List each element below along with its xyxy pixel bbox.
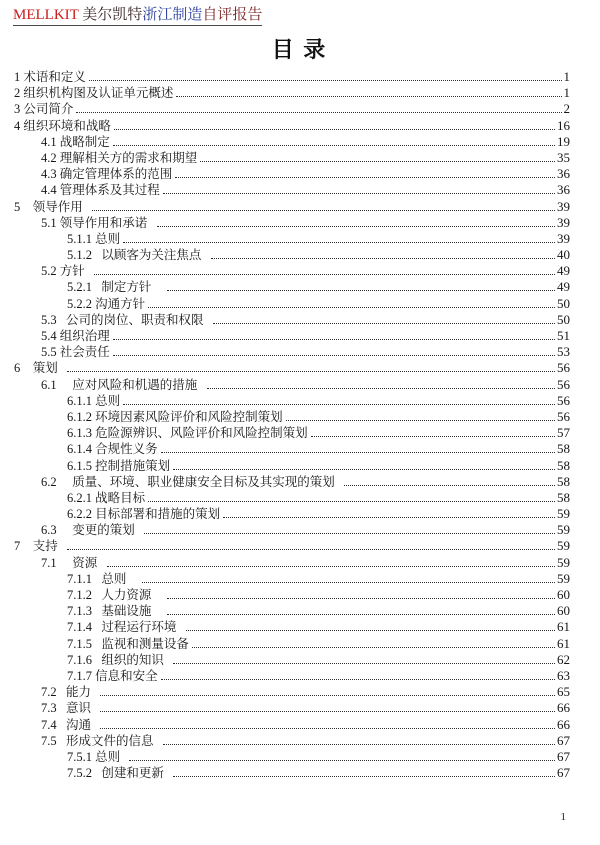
toc-entry-label: 7.5.1 总则 (67, 749, 127, 764)
toc-entry-label: 7.1 资源 (41, 555, 104, 570)
toc-entry-page: 67 (557, 765, 570, 781)
toc-entry-page: 56 (557, 408, 570, 424)
toc-entry-label: 7.1.6 组织的知识 (67, 652, 171, 667)
toc-entry-label: 6 策划 (14, 361, 65, 376)
toc-entry-page: 65 (557, 684, 570, 700)
dot-leader (89, 79, 562, 81)
toc-entry[interactable] (13, 296, 570, 312)
toc-entry[interactable] (13, 587, 570, 603)
dot-leader (344, 484, 555, 486)
toc-entry-page: 58 (557, 441, 570, 457)
toc-entry-page: 58 (557, 473, 570, 489)
toc-entry[interactable] (13, 490, 570, 506)
toc-entry-page: 51 (557, 328, 570, 343)
toc-entry[interactable] (13, 765, 570, 781)
toc-list (13, 69, 570, 781)
toc-entry-label: 5.3 公司的岗位、职责和权限 (41, 312, 210, 327)
toc-entry-label: 6.1 应对风险和机遇的措施 (41, 377, 204, 392)
toc-entry-page: 39 (557, 214, 570, 230)
dot-leader (123, 403, 555, 405)
toc-entry-label: 7.4 沟通 (41, 717, 98, 732)
toc-entry-page: 60 (557, 587, 570, 602)
toc-entry[interactable] (13, 166, 570, 182)
dot-leader (129, 759, 555, 761)
dot-leader (173, 468, 555, 470)
toc-entry-page: 59 (557, 522, 570, 538)
dot-leader (100, 710, 555, 712)
toc-entry-page: 36 (557, 182, 570, 198)
toc-entry-label: 2 组织机构图及认证单元概述 (14, 86, 174, 101)
dot-leader (67, 548, 555, 550)
toc-entry-label: 6.1.2 环境因素风险评价和风险控制策划 (67, 409, 283, 424)
toc-entry[interactable] (13, 700, 570, 716)
dot-leader (142, 581, 555, 583)
dot-leader (176, 95, 561, 97)
dot-leader (113, 144, 555, 146)
toc-entry[interactable] (13, 328, 570, 344)
toc-entry[interactable] (13, 538, 570, 554)
toc-entry[interactable] (13, 603, 570, 619)
toc-entry[interactable] (13, 506, 570, 522)
toc-entry-label: 1 术语和定义 (14, 70, 86, 84)
toc-entry[interactable] (13, 733, 570, 749)
dot-leader (144, 532, 555, 534)
toc-entry-page: 49 (557, 279, 570, 295)
toc-entry-page: 50 (557, 311, 570, 327)
toc-entry-page: 67 (557, 732, 570, 748)
toc-entry-label: 6.2.2 目标部署和措施的策划 (67, 507, 221, 522)
toc-entry-label: 5.1 领导作用和承诺 (41, 215, 154, 230)
toc-entry-page: 58 (557, 457, 570, 473)
toc-entry-label: 5.5 社会责任 (41, 345, 110, 360)
dot-leader (92, 209, 555, 211)
dot-leader (107, 565, 555, 567)
toc-entry-page: 67 (557, 748, 570, 764)
toc-entry-label: 5.1.1 总则 (67, 231, 121, 246)
toc-entry-label: 5.2.1 制定方针 (67, 280, 164, 295)
toc-entry-page: 66 (557, 716, 570, 732)
toc-entry-label: 6.1.1 总则 (67, 393, 121, 408)
toc-entry-page: 58 (557, 489, 570, 505)
toc-entry[interactable] (13, 425, 570, 441)
toc-entry-page: 59 (557, 554, 570, 570)
toc-entry[interactable] (13, 441, 570, 457)
toc-entry-page: 60 (557, 603, 570, 619)
toc-entry[interactable] (13, 199, 570, 215)
toc-entry[interactable] (13, 85, 570, 101)
toc-entry-page: 49 (557, 263, 570, 279)
toc-entry-page: 40 (557, 247, 570, 263)
dot-leader (113, 354, 555, 356)
dot-leader (148, 500, 555, 502)
toc-entry-label: 6.3 变更的策划 (41, 523, 142, 538)
toc-entry[interactable] (13, 247, 570, 263)
toc-entry[interactable] (13, 377, 570, 393)
dot-leader (161, 451, 555, 453)
dot-leader (148, 306, 555, 308)
toc-entry[interactable] (13, 668, 570, 684)
toc-entry-label: 7.2 能力 (41, 685, 98, 700)
toc-entry[interactable] (13, 717, 570, 733)
toc-entry-label: 7.1.5 监视和测量设备 (67, 636, 189, 651)
toc-entry-page: 59 (557, 506, 570, 522)
toc-entry-page: 35 (557, 149, 570, 165)
toc-entry-label: 6.2 质量、环境、职业健康安全目标及其实现的策划 (41, 474, 342, 489)
toc-entry[interactable] (13, 360, 570, 376)
toc-entry-page: 63 (557, 667, 570, 683)
toc-entry-page: 36 (557, 166, 570, 182)
toc-entry-label: 5.1.2 以顾客为关注焦点 (67, 248, 208, 263)
toc-entry[interactable] (13, 150, 570, 166)
toc-entry-label: 5 领导作用 (14, 199, 90, 214)
toc-entry[interactable] (13, 522, 570, 538)
toc-entry-label: 7.5 形成文件的信息 (41, 733, 160, 748)
toc-entry-label: 7.3 意识 (41, 701, 98, 716)
dot-leader (157, 225, 555, 227)
toc-entry[interactable] (13, 182, 570, 198)
dot-leader (163, 743, 555, 745)
toc-entry[interactable] (13, 619, 570, 635)
dot-leader (67, 370, 555, 372)
page-title: 目 录 (271, 37, 328, 62)
toc-entry-label: 3 公司简介 (14, 102, 74, 117)
toc-entry-page: 50 (557, 295, 570, 311)
toc-entry-page: 53 (557, 344, 570, 360)
toc-entry-page: 1 (563, 85, 570, 101)
dot-leader (311, 435, 555, 437)
toc-entry[interactable] (13, 409, 570, 425)
toc-entry-page: 57 (557, 425, 570, 441)
toc-entry[interactable] (13, 215, 570, 231)
toc-entry-page: 59 (557, 538, 570, 554)
toc-entry[interactable] (13, 555, 570, 571)
toc-entry[interactable] (13, 312, 570, 328)
toc-entry[interactable] (13, 749, 570, 765)
dot-leader (114, 128, 555, 130)
dot-leader (173, 662, 555, 664)
footer-page-number: 1 (560, 811, 566, 823)
document-header (13, 7, 262, 26)
toc-entry-page: 62 (557, 651, 570, 667)
header-title-part2: 自评报告 (202, 7, 263, 23)
toc-entry-page: 66 (557, 700, 570, 716)
toc-entry-page: 2 (563, 101, 570, 117)
dot-leader (175, 176, 555, 178)
toc-entry-page: 19 (557, 133, 570, 149)
toc-entry-page: 56 (557, 360, 570, 376)
dot-leader (163, 192, 555, 194)
toc-entry-page: 56 (557, 376, 570, 392)
dot-leader (167, 289, 555, 291)
dot-leader (192, 646, 555, 648)
dot-leader (167, 597, 555, 599)
dot-leader (113, 338, 555, 340)
toc-entry-label: 4.1 战略制定 (41, 134, 110, 149)
toc-entry-label: 5.4 组织治理 (41, 329, 110, 343)
dot-leader (123, 241, 555, 243)
toc-entry-label: 7.1.3 基础设施 (67, 604, 164, 619)
dot-leader (173, 775, 555, 777)
toc-entry-label: 6.1.4 合规性义务 (67, 442, 158, 457)
brand-name-en: MELLKIT (13, 7, 79, 23)
toc-entry-label: 4.2 理解相关方的需求和期望 (41, 150, 198, 165)
toc-entry[interactable] (13, 684, 570, 700)
toc-entry-label: 6.2.1 战略目标 (67, 490, 146, 505)
toc-entry-label: 4 组织环境和战略 (14, 118, 111, 133)
toc-entry-page: 61 (557, 619, 570, 635)
toc-entry[interactable] (13, 263, 570, 279)
toc-entry-page: 61 (557, 635, 570, 651)
toc-entry-label: 6.1.3 危险源辨识、风险评价和风险控制策划 (67, 426, 308, 441)
toc-entry-page: 59 (557, 570, 570, 586)
toc-entry[interactable] (13, 474, 570, 490)
dot-leader (211, 257, 555, 259)
toc-entry-label: 7.1.7 信息和安全 (67, 668, 158, 683)
toc-entry-label: 5.2 方针 (41, 264, 92, 279)
toc-entry[interactable] (13, 458, 570, 474)
toc-entry[interactable] (13, 344, 570, 360)
toc-entry[interactable] (13, 652, 570, 668)
dot-leader (100, 727, 555, 729)
toc-entry-page: 39 (557, 198, 570, 214)
toc-entry[interactable] (13, 393, 570, 409)
toc-entry[interactable] (13, 134, 570, 150)
toc-entry-page: 56 (557, 392, 570, 408)
toc-entry-page: 39 (557, 230, 570, 246)
dot-leader (186, 629, 555, 631)
toc-entry[interactable] (13, 69, 570, 85)
toc-entry-page: 1 (563, 69, 570, 84)
toc-entry[interactable] (13, 279, 570, 295)
dot-leader (76, 111, 561, 113)
toc-entry-label: 4.4 管理体系及其过程 (41, 183, 160, 198)
toc-entry-label: 7 支持 (14, 539, 65, 554)
toc-entry[interactable] (13, 231, 570, 247)
toc-entry[interactable] (13, 118, 570, 134)
toc-entry[interactable] (13, 636, 570, 652)
dot-leader (167, 613, 555, 615)
toc-entry-label: 5.2.2 沟通方针 (67, 296, 146, 311)
dot-leader (100, 694, 555, 696)
toc-entry-label: 7.1.1 总则 (67, 571, 139, 586)
dot-leader (223, 516, 555, 518)
header-title-part1: 浙江制造 (142, 7, 203, 23)
toc-entry[interactable] (13, 571, 570, 587)
toc-entry-page: 16 (557, 117, 570, 133)
dot-leader (94, 273, 555, 275)
toc-entry-label: 4.3 确定管理体系的范围 (41, 167, 173, 182)
dot-leader (213, 322, 555, 324)
toc-entry-label: 7.5.2 创建和更新 (67, 766, 171, 781)
toc-entry-label: 7.1.4 过程运行环境 (67, 620, 183, 635)
dot-leader (286, 419, 555, 421)
toc-entry[interactable] (13, 101, 570, 117)
dot-leader (207, 387, 555, 389)
dot-leader (200, 160, 555, 162)
toc-entry-label: 6.1.5 控制措施策划 (67, 458, 171, 473)
brand-name-cn: 美尔凯特 (78, 7, 143, 23)
dot-leader (161, 678, 555, 680)
toc-entry-label: 7.1.2 人力资源 (67, 588, 164, 602)
